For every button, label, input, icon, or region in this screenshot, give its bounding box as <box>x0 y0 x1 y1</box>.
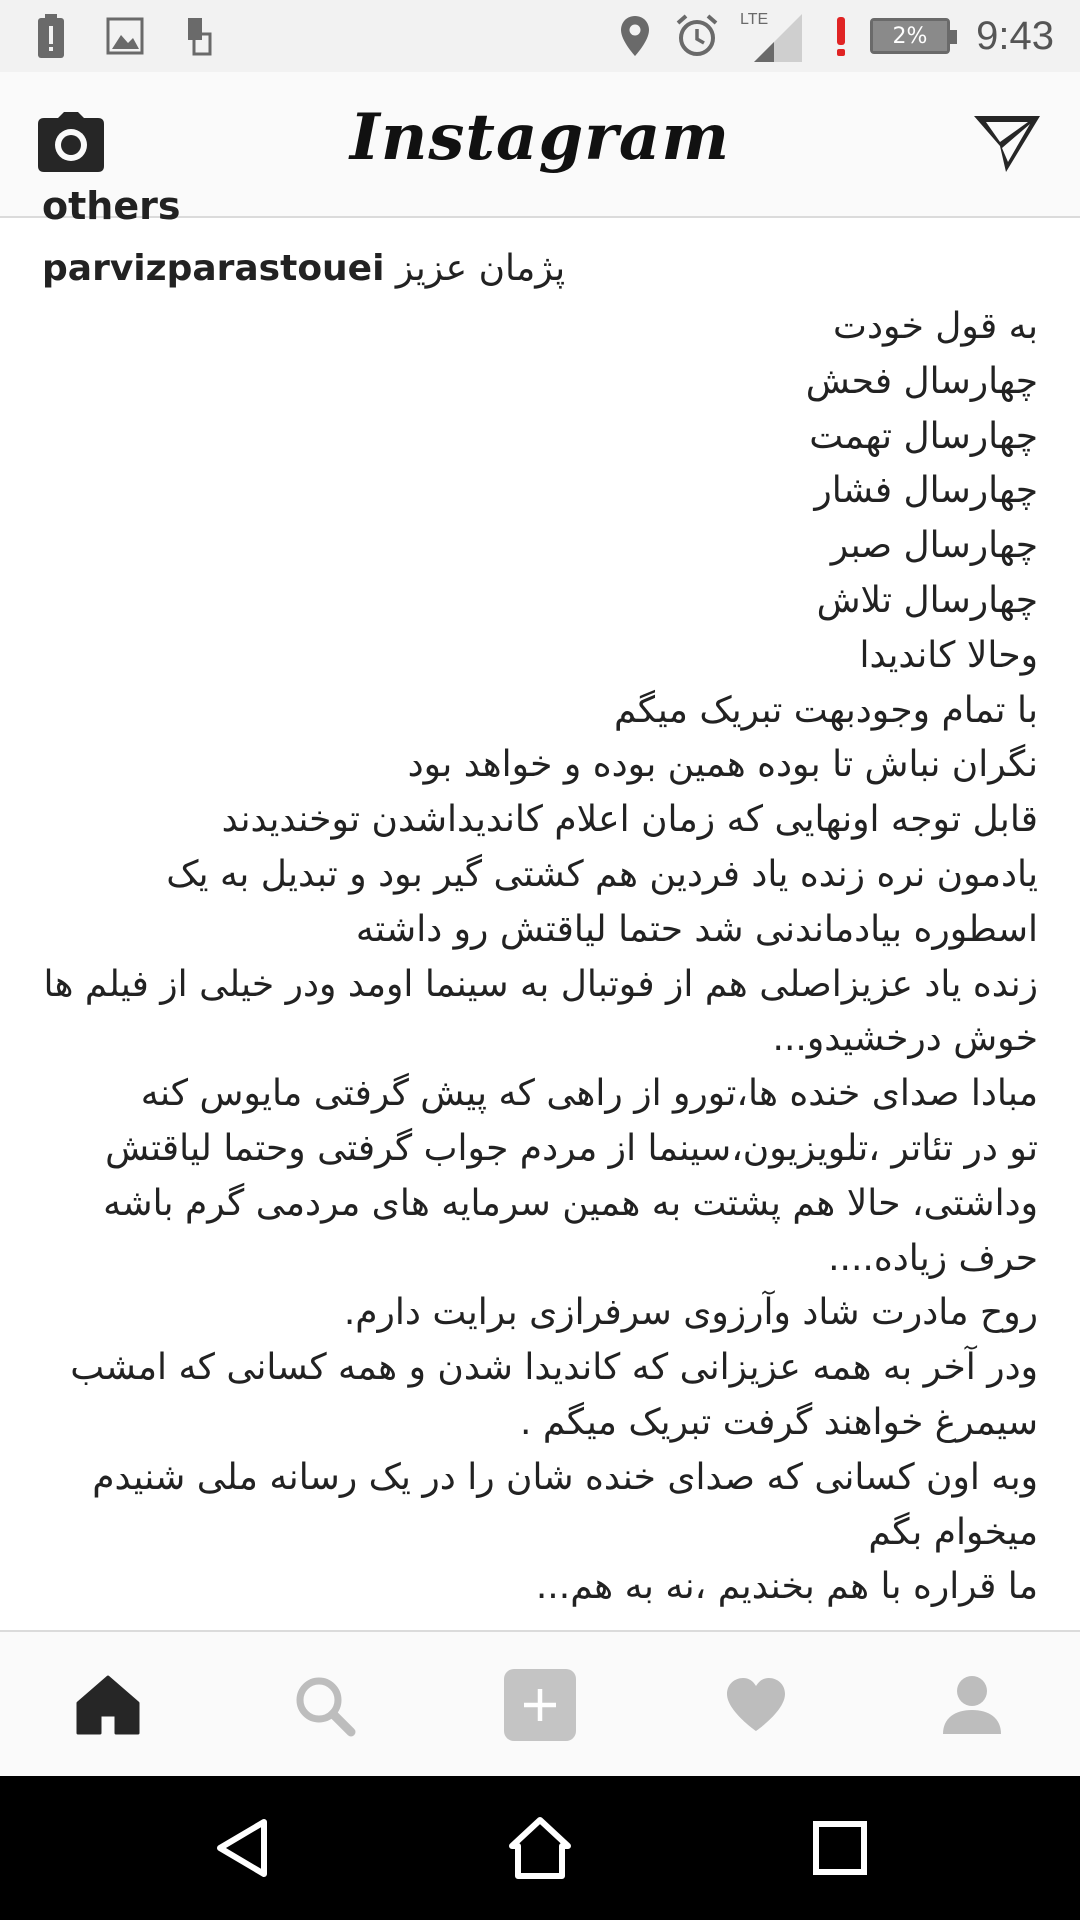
battery-percent: 2% <box>873 21 947 51</box>
caption-line: چهارسال تهمت <box>809 415 1038 457</box>
caption-line: تو در تئاتر ،تلویزیون،سینما از مردم جواب گرفتی وحتما لیاقتش <box>105 1127 1038 1169</box>
android-nav-bar <box>0 1776 1080 1920</box>
caption-line: روح مادرت شاد وآرزوی سرفرازی برایت دارم. <box>343 1292 1038 1334</box>
home-icon[interactable] <box>0 1632 216 1778</box>
caption-line: زنده یاد عزیزاصلی هم از فوتبال به سینما اومد ودر خیلی از فیلم ها <box>43 963 1038 1005</box>
caption-line: قابل توجه اونهایی که زمان اعلام کاندیداشدن توخندیدند <box>221 799 1038 841</box>
caption-line: چهارسال فحش <box>805 360 1038 402</box>
signal-icon <box>740 0 804 72</box>
image-icon <box>106 0 144 72</box>
profile-icon[interactable] <box>864 1632 1080 1778</box>
location-icon <box>618 0 652 72</box>
status-time: 9:43 <box>976 13 1054 58</box>
network-label: LTE <box>740 11 769 28</box>
add-post-icon[interactable] <box>432 1632 648 1778</box>
recents-icon[interactable] <box>740 1776 940 1920</box>
activity-heart-icon[interactable] <box>648 1632 864 1778</box>
post-content <box>0 184 1080 1630</box>
caption-line: سیمرغ خواهند گرفت تبریک میگم . <box>520 1401 1038 1443</box>
caption-text <box>42 300 1038 1615</box>
search-icon[interactable] <box>216 1632 432 1778</box>
status-bar <box>0 0 1080 72</box>
app-title: Instagram <box>349 100 731 175</box>
caption-greeting: پژمان عزیز <box>395 248 566 289</box>
back-icon[interactable] <box>142 1776 342 1920</box>
caption-line: میخوام بگم <box>868 1511 1038 1553</box>
caption-line: خوش درخشیدو... <box>772 1018 1038 1060</box>
alarm-icon <box>674 0 720 72</box>
caption-line: وداشتی، حالا هم پشتت به همین سرمایه های مردمی گرم باشه <box>103 1182 1038 1224</box>
battery-alert-icon <box>36 0 66 72</box>
caption-line: وبه اون کسانی که صدای خنده شان را در یک رسانه ملی شنیدم <box>92 1456 1038 1498</box>
caption-line: چهارسال فشار <box>814 470 1038 512</box>
caption-line: چهارسال صبر <box>830 525 1038 567</box>
caption-line: با تمام وجودبهت تبریک میگم <box>613 689 1038 731</box>
likes-others-text: others <box>42 184 181 228</box>
alert-icon <box>834 0 848 72</box>
home-circle-icon[interactable] <box>440 1776 640 1920</box>
caption-line: مبادا صدای خنده ها،تورو از راهی که پیش گرفتی مایوس کنه <box>140 1073 1038 1115</box>
caption-line: به قول خودت <box>833 306 1038 347</box>
direct-message-icon[interactable] <box>972 112 1042 178</box>
battery-indicator <box>870 0 950 72</box>
bottom-nav <box>0 1630 1080 1778</box>
caption-line: چهارسال تلاش <box>816 579 1038 621</box>
caption-line: نگران نباش تا بوده همین بوده و خواهد بود <box>407 744 1038 786</box>
caption-line: ما قراره با هم بخندیم ،نه به هم... <box>535 1566 1038 1608</box>
username-link[interactable]: parvizparastouei <box>42 248 385 289</box>
caption-line: اسطوره بیادماندنی شد حتما لیاقتش رو داشته <box>355 908 1038 950</box>
caption-header <box>42 248 565 289</box>
caption-line: وحالا کاندیدا <box>859 634 1038 676</box>
caption-line: یادمون نره زنده یاد فردین هم کشتی گیر بود و تبدیل به یک <box>166 853 1038 895</box>
caption-line: ودر آخر به همه عزیزانی که کاندیدا شدن و همه کسانی که امشب <box>70 1347 1038 1389</box>
sim-icon <box>184 0 214 72</box>
caption-line: حرف زیاده.... <box>828 1237 1038 1279</box>
